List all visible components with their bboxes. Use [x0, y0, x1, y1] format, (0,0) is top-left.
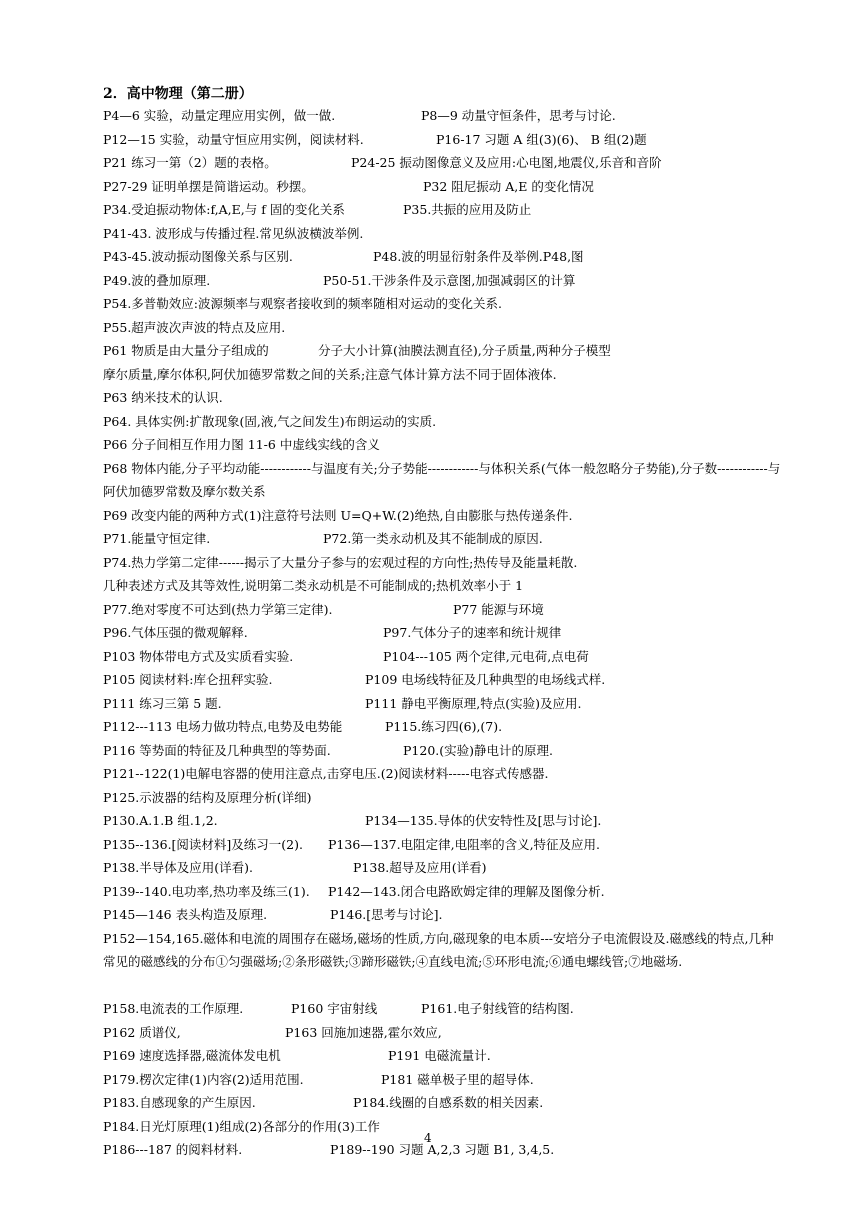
- note-entry: P186---187 的阅料材料.: [103, 1142, 243, 1157]
- note-entry: P49.波的叠加原理.: [103, 272, 211, 288]
- note-line: [103, 668, 783, 692]
- note-line: [103, 386, 783, 410]
- note-entry: P77 能源与环境: [453, 601, 544, 617]
- note-line: [103, 269, 783, 293]
- note-line: [103, 222, 783, 246]
- note-entry: P158.电流表的工作原理.: [103, 1001, 244, 1016]
- note-entry: P32 阻尼振动 A,E 的变化情况: [423, 178, 594, 194]
- note-entry: P72.第一类永动机及其不能制成的原因.: [323, 531, 543, 546]
- note-entry: P104---105 两个定律,元电荷,点电荷: [383, 648, 589, 664]
- note-line: [103, 880, 783, 904]
- note-line: [103, 574, 783, 598]
- note-entry: P55.超声波次声波的特点及应用.: [103, 319, 286, 335]
- note-line: [103, 433, 783, 457]
- note-entry: P160 宇宙射线: [291, 1001, 378, 1016]
- document-body: [103, 84, 783, 1162]
- note-line: [103, 339, 783, 363]
- note-line: [103, 856, 783, 880]
- notes-list: [103, 104, 783, 1162]
- note-entry: P109 电场线特征及几种典型的电场线式样.: [365, 672, 606, 687]
- note-entry: P136—137.电阻定律,电阻率的含义,特征及应用.: [328, 836, 601, 852]
- note-entry: P4—6 实验，动量定理应用实例，做一做.: [103, 108, 336, 123]
- note-entry: P71.能量守恒定律.: [103, 531, 211, 546]
- note-line: [103, 927, 783, 998]
- note-line: [103, 739, 783, 763]
- note-entry: P146.[思考与讨论].: [330, 907, 443, 922]
- note-line: [103, 692, 783, 716]
- note-entry: P111 静电平衡原理,特点(实验)及应用.: [365, 695, 582, 711]
- note-entry: P184.日光灯原理(1)组成(2)各部分的作用(3)工作: [103, 1118, 380, 1134]
- note-entry: P135--136.[阅读材料]及练习一(2).: [103, 836, 303, 852]
- note-entry: P112---113 电场力做功特点,电势及电势能: [103, 719, 343, 734]
- note-entry: P161.电子射线管的结构图.: [421, 1001, 574, 1016]
- note-entry: P27-29 证明单摆是简谐运动。秒摆。: [103, 178, 314, 194]
- note-entry: P63 纳米技术的认识.: [103, 390, 223, 405]
- note-line: [103, 1115, 783, 1139]
- note-entry: P69 改变内能的两种方式(1)注意符号法则 U=Q+W.(2)绝热,自由膨胀与热传递条件.: [103, 507, 573, 523]
- note-entry: P189--190 习题 A,2,3 习题 B1, 3,4,5.: [330, 1142, 555, 1157]
- note-entry: P162 质谱仪,: [103, 1024, 181, 1040]
- note-entry: P43-45.波动振动图像关系与区别.: [103, 249, 293, 264]
- note-line: [103, 1091, 783, 1115]
- note-line: [103, 997, 783, 1021]
- note-line: [103, 1138, 783, 1162]
- note-line: [103, 621, 783, 645]
- note-entry: P138.半导体及应用(详看).: [103, 860, 253, 875]
- note-entry: 几种表述方式及其等效性,说明第二类永动机是不可能制成的;热机效率小于 1: [103, 578, 524, 593]
- note-entry: P97.气体分子的速率和统计规律: [383, 625, 562, 640]
- note-entry: P54.多普勒效应:波源频率与观察者接收到的频率随相对运动的变化关系.: [103, 296, 502, 311]
- note-line: [103, 175, 783, 199]
- note-entry: P64. 具体实例:扩散现象(固,液,气之间发生)布朗运动的实质.: [103, 413, 437, 429]
- note-entry: P105 阅读材料:库仑扭秤实验.: [103, 672, 273, 687]
- note-entry: P191 电磁流量计.: [388, 1048, 491, 1063]
- note-entry: P169 速度选择器,磁流体发电机: [103, 1048, 281, 1063]
- note-entry: P48.波的明显衍射条件及举例.P48,图: [373, 249, 584, 264]
- note-entry: 分子大小计算(油膜法测直径),分子质量,两种分子模型: [318, 343, 611, 358]
- note-entry: P68 物体内能,分子平均动能------------与温度有关;分子势能------------与体积关系(气体一般忽略分子势能),分子数------------与阿伏加德罗常数及摩尔数关系: [103, 460, 781, 499]
- note-entry: 摩尔质量,摩尔体积,阿伏加德罗常数之间的关系;注意气体计算方法不同于固体液体.: [103, 366, 557, 382]
- note-entry: P66 分子间相互作用力图 11-6 中虚线实线的含义: [103, 437, 380, 452]
- note-entry: P184.线圈的自感系数的相关因素.: [353, 1095, 544, 1110]
- note-line: [103, 551, 783, 575]
- note-entry: P152—154,165.磁体和电流的周围存在磁场,磁场的性质,方向,磁现象的电本质---安培分子电流假设及.磁感线的特点,几种常见的磁感线的分布①匀强磁场;②条形磁铁;③蹄形磁铁;④直线电流;⑤环形电流;⑥通电螺线管;⑦地磁场.: [103, 930, 774, 969]
- note-line: [103, 151, 783, 175]
- note-line: [103, 1068, 783, 1092]
- note-line: [103, 316, 783, 340]
- note-entry: P179.楞次定律(1)内容(2)适用范围.: [103, 1071, 304, 1087]
- note-entry: P103 物体带电方式及实质看实验.: [103, 648, 294, 664]
- note-entry: P34.受迫振动物体:f,A,E,与 f 固的变化关系: [103, 202, 345, 217]
- note-line: [103, 410, 783, 434]
- page-number: 4: [424, 1131, 432, 1145]
- note-line: [103, 527, 783, 551]
- note-entry: P16-17 习题 A 组(3)(6)、 B 组(2)题: [436, 131, 647, 147]
- note-line: [103, 762, 783, 786]
- note-line: [103, 598, 783, 622]
- note-line: [103, 903, 783, 927]
- note-entry: P138.超导及应用(详看): [353, 860, 487, 875]
- note-entry: P183.自感现象的产生原因.: [103, 1095, 256, 1110]
- note-line: [103, 809, 783, 833]
- note-entry: P181 磁单极子里的超导体.: [381, 1071, 534, 1087]
- note-entry: P121--122(1)电解电容器的使用注意点,击穿电压.(2)阅读材料-----电容式传感器.: [103, 766, 549, 781]
- note-entry: P96.气体压强的微观解释.: [103, 625, 248, 640]
- note-line: [103, 457, 783, 504]
- note-line: [103, 104, 783, 128]
- note-entry: P163 回施加速器,霍尔效应,: [285, 1024, 442, 1040]
- note-line: [103, 833, 783, 857]
- note-entry: P145—146 表头构造及原理.: [103, 907, 268, 922]
- note-line: [103, 128, 783, 152]
- note-entry: P125.示波器的结构及原理分析(详细): [103, 789, 312, 805]
- note-entry: P41-43. 波形成与传播过程.常见纵波横波举例.: [103, 225, 364, 241]
- note-entry: P130.A.1.B 组.1,2.: [103, 813, 218, 828]
- note-line: [103, 198, 783, 222]
- note-line: [103, 363, 783, 387]
- note-entry: P61 物质是由大量分子组成的: [103, 343, 269, 358]
- note-entry: P50-51.干涉条件及示意图,加强减弱区的计算: [323, 272, 576, 288]
- note-line: [103, 1021, 783, 1045]
- note-entry: P8—9 动量守恒条件，思考与讨论.: [421, 108, 616, 123]
- note-entry: P77.绝对零度不可达到(热力学第三定律).: [103, 601, 333, 617]
- note-entry: P21 练习一第（2）题的表格。: [103, 155, 277, 170]
- note-entry: P74.热力学第二定律------揭示了大量分子参与的宏观过程的方向性;热传导及能量耗散.: [103, 554, 578, 570]
- section-heading: 2．高中物理（第二册）: [103, 86, 253, 102]
- note-line: [103, 786, 783, 810]
- note-line: [103, 245, 783, 269]
- note-entry: P115.练习四(6),(7).: [385, 719, 503, 734]
- note-line: [103, 715, 783, 739]
- note-entry: P24-25 振动图像意义及应用:心电图,地震仪,乐音和音阶: [351, 155, 662, 170]
- note-line: [103, 645, 783, 669]
- note-entry: P139--140.电功率,热功率及练三(1).: [103, 883, 310, 899]
- note-line: [103, 504, 783, 528]
- note-entry: P134—135.导体的伏安特性及[思与讨论].: [365, 813, 602, 828]
- note-entry: P116 等势面的特征及几种典型的等势面.: [103, 742, 331, 758]
- note-line: [103, 1044, 783, 1068]
- note-entry: P12—15 实验，动量守恒应用实例，阅读材料.: [103, 131, 364, 147]
- note-line: [103, 292, 783, 316]
- note-entry: P120.(实验)静电计的原理.: [403, 742, 553, 758]
- note-entry: P35.共振的应用及防止: [403, 202, 532, 217]
- note-entry: P111 练习三第 5 题.: [103, 695, 222, 711]
- note-entry: P142—143.闭合电路欧姆定律的理解及图像分析.: [328, 883, 605, 899]
